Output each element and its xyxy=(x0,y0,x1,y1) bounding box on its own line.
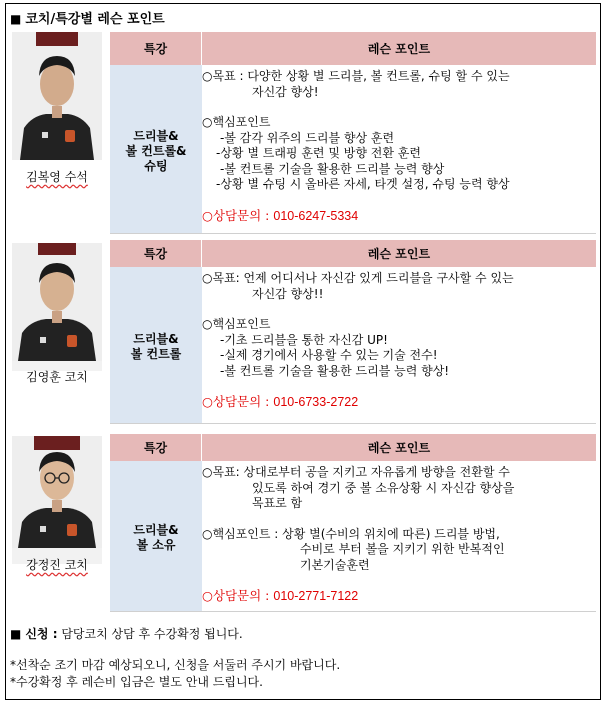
points-cell xyxy=(202,65,596,233)
header-category: 특강 xyxy=(110,434,202,461)
lesson-table xyxy=(110,32,596,234)
table-row xyxy=(110,65,596,234)
key-title: ○핵심포인트 xyxy=(202,115,271,129)
signup-label: 신청 : xyxy=(25,627,58,641)
square-bullet-icon: ■ xyxy=(10,12,22,26)
coach-photo xyxy=(12,436,102,564)
goal-line: ○목표: 언제 어디서나 자신감 있게 드리블을 구사할 수 있는 xyxy=(202,271,514,285)
goal-line: ○목표 : 다양한 상황 별 드리블, 볼 컨트롤, 슈팅 할 수 있는 xyxy=(202,69,510,83)
key-line: -상황 별 슈팅 시 올바른 자세, 타겟 설정, 슈팅 능력 향상 xyxy=(216,177,510,191)
coach-name: 김영훈 코치 xyxy=(26,370,88,384)
key-line: -상황 별 트래핑 훈련 및 방향 전환 훈련 xyxy=(216,146,421,160)
key-line: -볼 컨트롤 기술을 활용한 드리블 능력 향상 xyxy=(220,161,445,176)
category-cell: 드리블& 볼 소유 xyxy=(110,461,202,611)
category-cell: 드리블& 볼 컨트롤 xyxy=(110,267,202,423)
note-line: *선착순 조기 마감 예상되오니, 신청을 서둘러 주시기 바랍니다. xyxy=(10,658,341,672)
coach-photo xyxy=(12,243,102,371)
contact-line: ○상담문의 : 010-6733-2722 xyxy=(202,394,359,409)
table-header-row xyxy=(110,240,596,267)
contact-number: 010-6247-5334 xyxy=(273,208,359,223)
key-line: -볼 감각 위주의 드리블 향상 훈련 xyxy=(220,130,395,145)
lesson-table xyxy=(110,434,596,612)
points-cell xyxy=(202,267,596,423)
key-line: 수비로 부터 볼을 지키기 위한 반복적인 xyxy=(300,542,505,556)
header-category: 특강 xyxy=(110,32,202,65)
coach-name: 김복영 수석 xyxy=(26,170,88,184)
lesson-table xyxy=(110,240,596,424)
key-title: ○핵심포인트 : 상황 별(수비의 위치에 따른) 드리블 방법, xyxy=(202,526,500,541)
contact-line: ○상담문의 : 010-6247-5334 xyxy=(202,207,359,223)
key-line: -볼 컨트롤 기술을 활용한 드리블 능력 향상! xyxy=(220,363,450,378)
note-line: *수강확정 후 레슨비 입금은 별도 안내 드립니다. xyxy=(10,675,263,689)
coach-name: 강정진 코치 xyxy=(26,558,88,572)
table-header-row xyxy=(110,32,596,65)
key-line: -기초 드리블을 통한 자신감 UP! xyxy=(220,332,388,347)
key-line: 기본기술훈련 xyxy=(300,557,370,572)
key-title: ○핵심포인트 xyxy=(202,317,271,331)
header-category: 특강 xyxy=(110,240,202,267)
signup-line xyxy=(10,625,243,642)
contact-number: 010-2771-7122 xyxy=(273,589,359,603)
table-row xyxy=(110,267,596,424)
goal-line: 자신감 향상!! xyxy=(252,286,324,301)
header-points: 레슨 포인트 xyxy=(367,42,431,56)
category-cell: 드리블& 볼 컨트롤& 슈팅 xyxy=(110,65,202,233)
points-cell xyxy=(202,461,596,611)
contact-number: 010-6733-2722 xyxy=(273,395,359,409)
table-row xyxy=(110,461,596,612)
page-title: ■ 코치/특강별 레슨 포인트 xyxy=(10,12,165,27)
goal-line: 자신감 향상! xyxy=(252,84,319,99)
coach-photo xyxy=(12,32,102,160)
header-points: 레슨 포인트 xyxy=(367,247,431,261)
contact-line: ○상담문의 : 010-2771-7122 xyxy=(202,588,359,603)
goal-line: ○목표: 상대로부터 공을 지키고 자유롭게 방향을 전환할 수 xyxy=(202,465,510,479)
table-header-row xyxy=(110,434,596,461)
goal-line: 목표로 함 xyxy=(252,496,303,510)
header-points: 레슨 포인트 xyxy=(367,441,431,455)
signup-text: 담당코치 상담 후 수강확정 됩니다. xyxy=(61,627,243,641)
key-line: -실제 경기에서 사용할 수 있는 기술 전수! xyxy=(220,348,438,362)
goal-line: 있도록 하여 경기 중 볼 소유상황 시 자신감 향상을 xyxy=(252,480,515,495)
square-bullet-icon: ■ xyxy=(10,627,22,641)
